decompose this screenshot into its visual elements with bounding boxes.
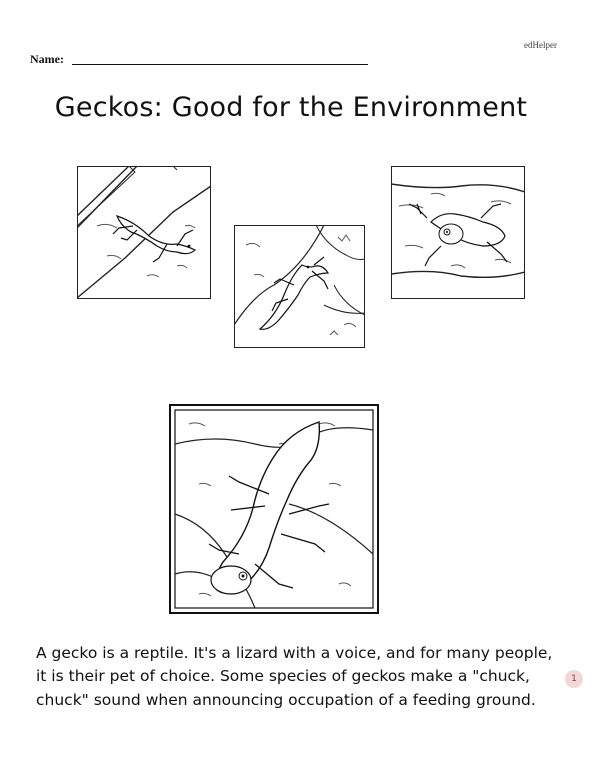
- gecko-illustration-large: [169, 404, 379, 614]
- gecko-illustration-wall: [77, 166, 211, 299]
- page-title: Geckos: Good for the Environment: [54, 92, 528, 123]
- passage-paragraph: A gecko is a reptile. It's a lizard with a voice, and for many people, it is their pet of choice. Some species of geckos make a "chuck, chuck" sound when announcing occupation of a feeding ground.: [36, 643, 553, 709]
- page-number-badge: 1: [565, 670, 583, 688]
- gecko-illustration-trunk: [391, 166, 525, 299]
- name-label: Name:: [30, 52, 64, 66]
- name-row: [30, 52, 368, 67]
- name-input-line[interactable]: [72, 64, 368, 65]
- brand-label: edHelper: [524, 40, 557, 50]
- gecko-illustration-rocks: [234, 225, 365, 348]
